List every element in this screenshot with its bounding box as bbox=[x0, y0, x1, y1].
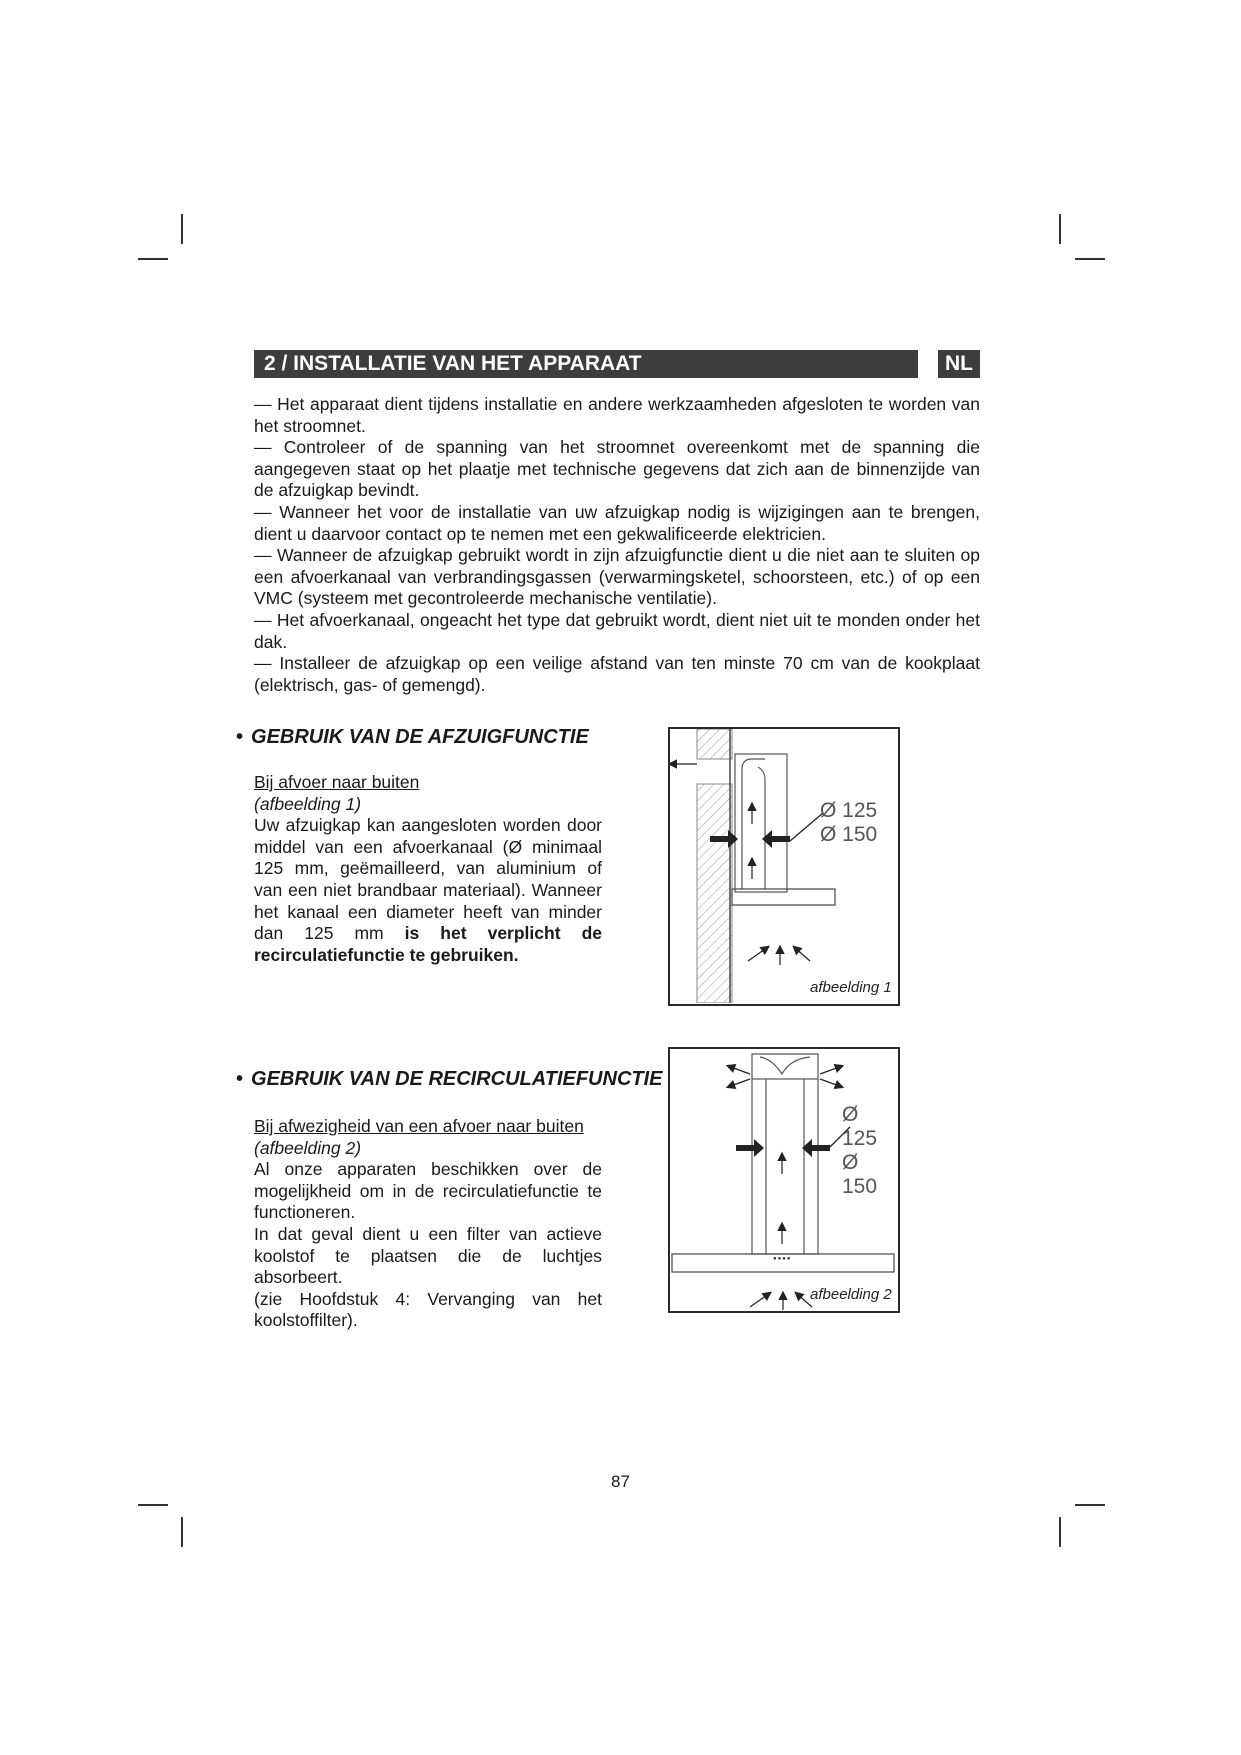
intro-paragraph: — Wanneer de afzuigkap gebruikt wordt in zijn afzuigfunctie dient u die niet aan te sluiten op een afvoerkanaal van verbrandingsgassen (verwarmingsketel, schoorsteen, etc.) of op een VMC (systeem met gecontroleerde mechanische ventilatie). bbox=[254, 545, 980, 609]
section-title-text: GEBRUIK VAN DE AFZUIGFUNCTIE bbox=[251, 726, 589, 748]
intro-text bbox=[254, 394, 980, 696]
language-badge: NL bbox=[938, 350, 980, 378]
paragraph bbox=[254, 815, 602, 966]
section-title-text: GEBRUIK VAN DE RECIRCULATIEFUNCTIE bbox=[251, 1068, 663, 1090]
crop-mark bbox=[181, 214, 183, 244]
bold-warning: is het verplicht de recirculatiefunctie te gebruiken. bbox=[254, 923, 602, 965]
control-dots: ●●●● bbox=[773, 1256, 792, 1262]
section-header: 2 / INSTALLATIE VAN HET APPARAAT bbox=[254, 350, 918, 378]
figure-reference: (afbeelding 2) bbox=[254, 1137, 362, 1158]
figure-recirculation-diagram bbox=[668, 1047, 900, 1313]
intro-paragraph: — Controleer of de spanning van het stroomnet overeenkomt met de spanning die aangegeven staat op het plaatje met technische gegevens dat zich aan de binnenzijde van de afzuigkap bevindt. bbox=[254, 437, 980, 501]
subtitle: Bij afwezigheid van een afvoer naar buiten bbox=[254, 1116, 584, 1136]
subtitle: Bij afvoer naar buiten bbox=[254, 772, 420, 792]
extraction-diagram bbox=[670, 729, 897, 1003]
section1-text bbox=[254, 772, 602, 966]
bullet: • bbox=[236, 1068, 244, 1090]
diameter-125: Ø 125 bbox=[842, 1103, 878, 1150]
section-title-extraction bbox=[236, 726, 589, 749]
figure-extraction-diagram bbox=[668, 727, 900, 1006]
diameter-label bbox=[842, 1103, 898, 1199]
crop-mark bbox=[181, 1517, 183, 1547]
diameter-label bbox=[820, 799, 877, 847]
diameter-150: Ø 150 bbox=[820, 823, 878, 846]
intro-paragraph: — Installeer de afzuigkap op een veilige afstand van ten minste 70 cm van de kookplaat (elektrisch, gas- of gemengd). bbox=[254, 653, 980, 695]
crop-mark bbox=[1075, 258, 1105, 260]
intro-paragraph: — Het afvoerkanaal, ongeacht het type dat gebruikt wordt, dient niet uit te monden onder het dak. bbox=[254, 609, 980, 652]
figure-caption: afbeelding 2 bbox=[810, 1286, 892, 1303]
crop-mark bbox=[1059, 1517, 1061, 1547]
figure-reference: (afbeelding 1) bbox=[254, 793, 362, 814]
intro-paragraph: — Wanneer het voor de installatie van uw afzuigkap nodig is wijzigingen aan te brengen, dient u daarvoor contact op te nemen met een gekwalificeerde elektricien. bbox=[254, 501, 980, 544]
diameter-125: Ø 125 bbox=[820, 799, 878, 822]
page-number: 87 bbox=[611, 1472, 630, 1491]
paragraph: (zie Hoofdstuk 4: Vervanging van het koolstoffilter). bbox=[254, 1288, 602, 1331]
body-text: Uw afzuigkap kan aangesloten worden door middel van een afvoerkanaal (Ø minimaal 125 mm, geëmailleerd, van aluminium of van een niet brandbaar materiaal). Wanneer het kanaal een diameter heeft van minder dan 125 mm bbox=[254, 815, 602, 944]
crop-mark bbox=[1059, 214, 1061, 244]
figure-caption: afbeelding 1 bbox=[810, 979, 892, 996]
crop-mark bbox=[1075, 1504, 1105, 1506]
paragraph: In dat geval dient u een filter van actieve koolstof te plaatsen die de luchtjes absorbeert. bbox=[254, 1223, 602, 1288]
paragraph: Al onze apparaten beschikken over de mogelijkheid om in de recirculatiefunctie te functioneren. bbox=[254, 1159, 602, 1223]
section-title-recirculation bbox=[236, 1068, 663, 1091]
crop-mark bbox=[138, 1504, 168, 1506]
bullet: • bbox=[236, 726, 244, 748]
intro-paragraph: — Het apparaat dient tijdens installatie en andere werkzaamheden afgesloten te worden van het stroomnet. bbox=[254, 394, 980, 436]
crop-mark bbox=[138, 258, 168, 260]
section2-text bbox=[254, 1116, 602, 1332]
diameter-150: Ø 150 bbox=[842, 1151, 878, 1198]
